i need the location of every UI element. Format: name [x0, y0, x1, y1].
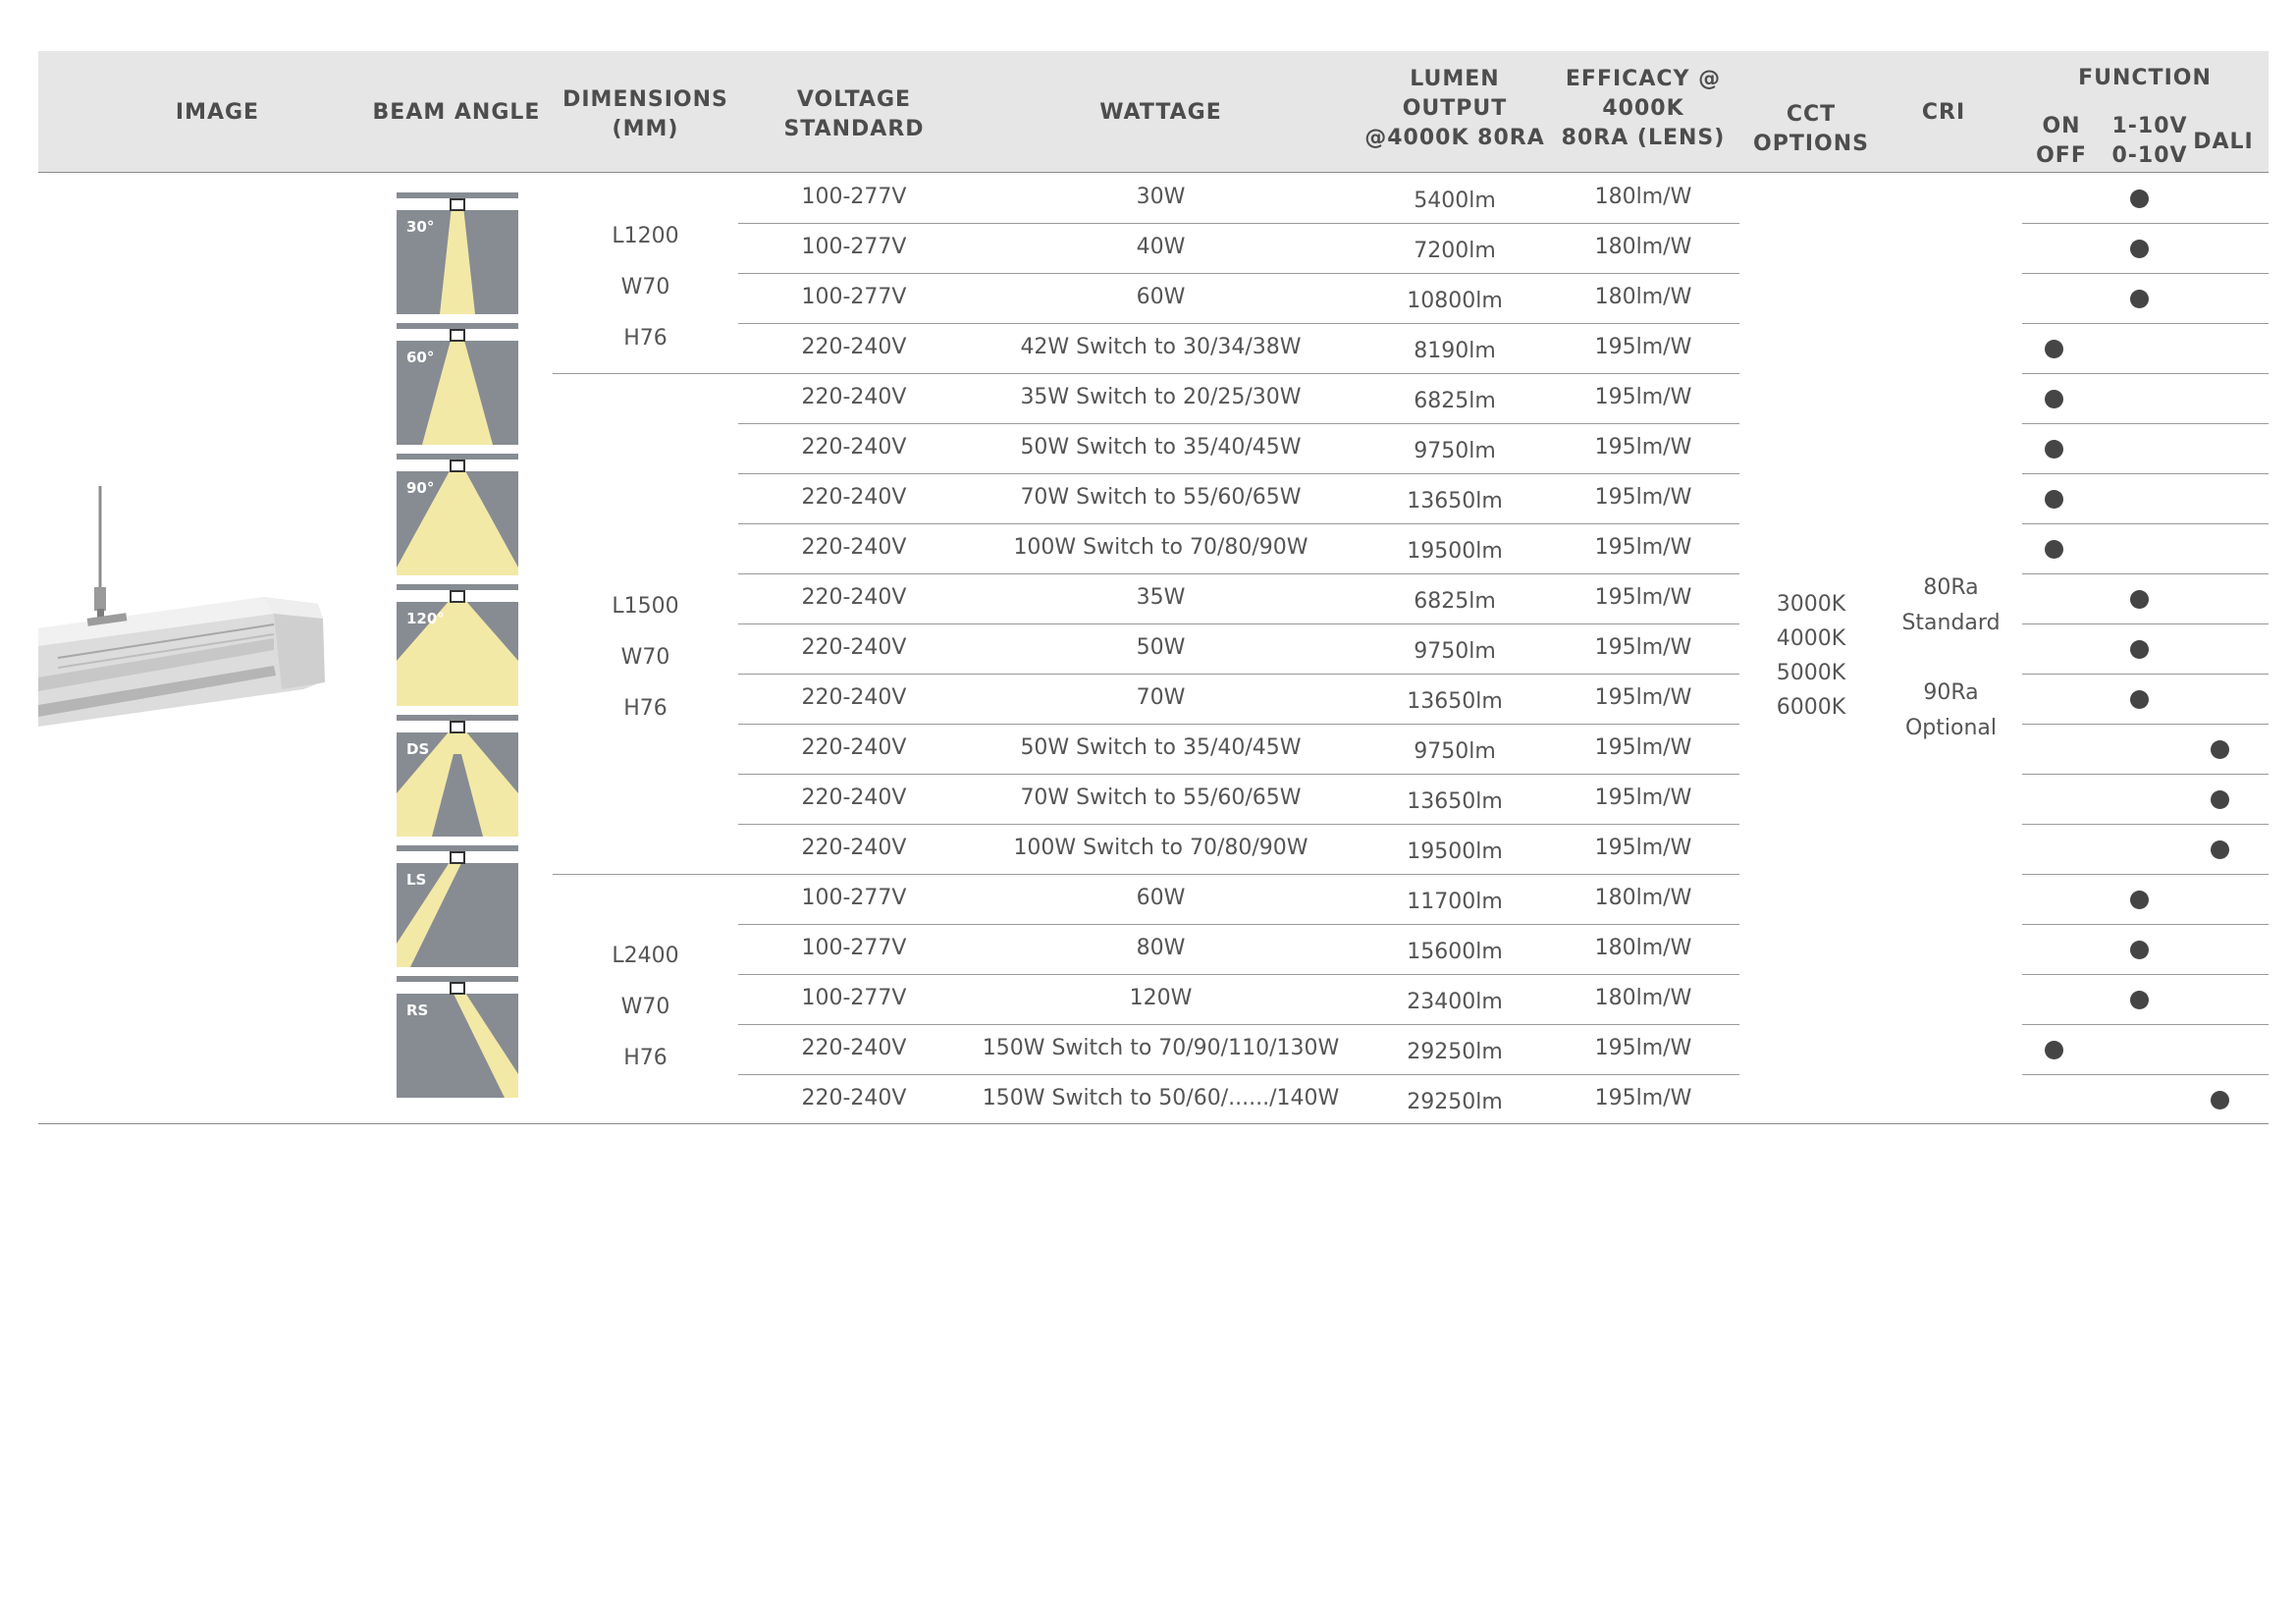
- beam-angle-label: 30°: [406, 218, 435, 236]
- efficacy-cell: 180lm/W: [1594, 886, 1692, 910]
- wattage-cell: 40W: [1136, 235, 1186, 259]
- function-dot-110v: [2130, 891, 2149, 909]
- wattage-cell: 70W Switch to 55/60/65W: [1020, 485, 1302, 510]
- function-dot-110v: [2130, 991, 2149, 1009]
- function-dot-110v: [2130, 590, 2149, 609]
- header-image: IMAGE: [175, 100, 260, 125]
- voltage-cell: 220-240V: [801, 1086, 907, 1110]
- header-beam-angle: BEAM ANGLE: [372, 100, 541, 125]
- function-dot-110v: [2130, 290, 2149, 308]
- efficacy-cell: 180lm/W: [1594, 285, 1692, 309]
- function-dot-110v: [2130, 189, 2149, 208]
- beam-angle-label: LS: [406, 871, 427, 889]
- function-dot-dali: [2211, 1091, 2229, 1110]
- row-divider: [2022, 724, 2269, 725]
- lumen-cell: 29250lm: [1407, 1090, 1503, 1114]
- voltage-cell: 100-277V: [801, 886, 907, 910]
- row-divider: [2022, 824, 2269, 825]
- beam-icon-rs: [397, 976, 518, 1098]
- efficacy-cell: 180lm/W: [1594, 185, 1692, 209]
- row-divider: [2022, 874, 2269, 875]
- row-divider: [2022, 273, 2269, 274]
- beam-icon-ls: [397, 845, 518, 967]
- efficacy-cell: 195lm/W: [1594, 685, 1692, 710]
- function-dot-onoff: [2045, 390, 2063, 408]
- wattage-cell: 60W: [1136, 285, 1186, 309]
- lumen-cell: 8190lm: [1414, 339, 1496, 363]
- wattage-cell: 60W: [1136, 886, 1186, 910]
- lumen-cell: 9750lm: [1414, 639, 1496, 664]
- beam-icon-120: [397, 584, 518, 706]
- voltage-cell: 100-277V: [801, 936, 907, 960]
- row-divider: [2022, 223, 2269, 224]
- row-divider: [2022, 924, 2269, 925]
- function-dot-onoff: [2045, 540, 2063, 559]
- efficacy-cell: 195lm/W: [1594, 535, 1692, 560]
- wattage-cell: 42W Switch to 30/34/38W: [1020, 335, 1302, 359]
- function-dot-onoff: [2045, 340, 2063, 358]
- efficacy-cell: 195lm/W: [1594, 735, 1692, 760]
- wattage-cell: 120W: [1129, 986, 1193, 1010]
- product-image: [38, 481, 333, 736]
- wattage-cell: 35W Switch to 20/25/30W: [1020, 385, 1302, 409]
- dimensions-l2400: L2400 W70 H76: [612, 944, 679, 1070]
- wattage-cell: 50W Switch to 35/40/45W: [1020, 735, 1302, 760]
- row-divider: [2022, 573, 2269, 574]
- voltage-cell: 100-277V: [801, 185, 907, 209]
- efficacy-cell: 180lm/W: [1594, 235, 1692, 259]
- beam-angle-label: 120°: [406, 610, 445, 627]
- beam-icon-60: [397, 323, 518, 445]
- header-cri: CRI: [1921, 100, 1966, 125]
- function-dot-110v: [2130, 941, 2149, 959]
- row-divider: [2022, 473, 2269, 474]
- efficacy-cell: 180lm/W: [1594, 936, 1692, 960]
- voltage-cell: 100-277V: [801, 285, 907, 309]
- voltage-cell: 220-240V: [801, 585, 907, 610]
- voltage-cell: 220-240V: [801, 435, 907, 460]
- lumen-cell: 23400lm: [1407, 990, 1503, 1014]
- efficacy-cell: 195lm/W: [1594, 335, 1692, 359]
- efficacy-cell: 195lm/W: [1594, 385, 1692, 409]
- lumen-cell: 11700lm: [1407, 890, 1503, 914]
- efficacy-cell: 195lm/W: [1594, 1086, 1692, 1110]
- efficacy-cell: 195lm/W: [1594, 635, 1692, 660]
- efficacy-cell: 195lm/W: [1594, 1036, 1692, 1060]
- beam-angle-label: 60°: [406, 349, 435, 366]
- header-dali: DALI: [2193, 130, 2254, 154]
- lumen-cell: 29250lm: [1407, 1040, 1503, 1064]
- row-divider: [2022, 323, 2269, 324]
- beam-icon-90: [397, 454, 518, 575]
- lumen-cell: 19500lm: [1407, 839, 1503, 864]
- cct-options: 3000K 4000K 5000K 6000K: [1776, 592, 1846, 720]
- function-dot-dali: [2211, 840, 2229, 859]
- row-divider: [2022, 1074, 2269, 1075]
- header-voltage: VOLTAGE STANDARD: [783, 87, 925, 141]
- lumen-cell: 10800lm: [1407, 289, 1503, 313]
- function-dot-110v: [2130, 640, 2149, 659]
- function-dot-dali: [2211, 790, 2229, 809]
- wattage-cell: 30W: [1136, 185, 1186, 209]
- header-cct: CCT OPTIONS: [1753, 102, 1869, 156]
- cri-standard: 80Ra Standard: [1901, 575, 2001, 635]
- beam-icon-ds: [397, 715, 518, 837]
- row-divider: [2022, 423, 2269, 424]
- lumen-cell: 13650lm: [1407, 489, 1503, 514]
- row-divider: [2022, 523, 2269, 524]
- lumen-cell: 15600lm: [1407, 940, 1503, 964]
- function-dot-110v: [2130, 240, 2149, 258]
- voltage-cell: 220-240V: [801, 785, 907, 810]
- lumen-cell: 5400lm: [1414, 189, 1496, 213]
- row-divider: [2022, 623, 2269, 624]
- beam-icon-30: [397, 192, 518, 314]
- dimension-divider: [553, 373, 739, 374]
- function-dot-onoff: [2045, 440, 2063, 459]
- header-wattage: WATTAGE: [1099, 100, 1222, 125]
- voltage-cell: 220-240V: [801, 385, 907, 409]
- wattage-cell: 80W: [1136, 936, 1186, 960]
- lumen-cell: 6825lm: [1414, 389, 1496, 413]
- efficacy-cell: 180lm/W: [1594, 986, 1692, 1010]
- lumen-cell: 19500lm: [1407, 539, 1503, 564]
- row-divider: [2022, 974, 2269, 975]
- wattage-cell: 50W Switch to 35/40/45W: [1020, 435, 1302, 460]
- wattage-cell: 50W: [1136, 635, 1186, 660]
- voltage-cell: 100-277V: [801, 986, 907, 1010]
- lumen-cell: 9750lm: [1414, 739, 1496, 764]
- voltage-cell: 220-240V: [801, 535, 907, 560]
- header-lumen: LUMEN OUTPUT @4000K 80RA: [1364, 67, 1545, 150]
- efficacy-cell: 195lm/W: [1594, 785, 1692, 810]
- function-dot-onoff: [2045, 1041, 2063, 1059]
- wattage-cell: 100W Switch to 70/80/90W: [1013, 535, 1308, 560]
- lumen-cell: 13650lm: [1407, 689, 1503, 714]
- dimension-divider: [553, 874, 739, 875]
- header-onoff: ON OFF: [2036, 114, 2087, 168]
- lumen-cell: 7200lm: [1414, 239, 1496, 263]
- row-divider: [2022, 373, 2269, 374]
- lumen-cell: 9750lm: [1414, 439, 1496, 463]
- voltage-cell: 220-240V: [801, 735, 907, 760]
- wattage-cell: 70W Switch to 55/60/65W: [1020, 785, 1302, 810]
- wattage-cell: 35W: [1136, 585, 1186, 610]
- row-divider: [2022, 1024, 2269, 1025]
- function-dot-dali: [2211, 740, 2229, 759]
- header-efficacy: EFFICACY @ 4000K 80RA (LENS): [1561, 67, 1726, 150]
- function-dot-onoff: [2045, 490, 2063, 509]
- dimensions-l1200: L1200 W70 H76: [612, 224, 679, 351]
- wattage-cell: 70W: [1136, 685, 1186, 710]
- beam-angle-label: RS: [406, 1001, 429, 1019]
- row-divider: [2022, 774, 2269, 775]
- header-dimensions: DIMENSIONS (MM): [562, 87, 728, 141]
- lumen-cell: 13650lm: [1407, 789, 1503, 814]
- function-dot-110v: [2130, 690, 2149, 709]
- beam-angle-label: 90°: [406, 479, 435, 497]
- cri-optional: 90Ra Optional: [1904, 680, 1998, 740]
- efficacy-cell: 195lm/W: [1594, 485, 1692, 510]
- voltage-cell: 220-240V: [801, 635, 907, 660]
- voltage-cell: 220-240V: [801, 836, 907, 860]
- voltage-cell: 100-277V: [801, 235, 907, 259]
- efficacy-cell: 195lm/W: [1594, 435, 1692, 460]
- efficacy-cell: 195lm/W: [1594, 585, 1692, 610]
- row-divider: [2022, 674, 2269, 675]
- voltage-cell: 220-240V: [801, 685, 907, 710]
- beam-angle-label: DS: [406, 740, 430, 758]
- efficacy-cell: 195lm/W: [1594, 836, 1692, 860]
- voltage-cell: 220-240V: [801, 335, 907, 359]
- voltage-cell: 220-240V: [801, 485, 907, 510]
- wattage-cell: 150W Switch to 70/90/110/130W: [982, 1036, 1340, 1060]
- lumen-cell: 6825lm: [1414, 589, 1496, 614]
- header-1-10v: 1-10V 0-10V: [2111, 114, 2188, 168]
- wattage-cell: 100W Switch to 70/80/90W: [1013, 836, 1308, 860]
- voltage-cell: 220-240V: [801, 1036, 907, 1060]
- wattage-cell: 150W Switch to 50/60/....../140W: [982, 1086, 1340, 1110]
- dimensions-l1500: L1500 W70 H76: [612, 594, 679, 721]
- table-bottom-rule: [38, 1123, 2269, 1124]
- header-function: FUNCTION: [2078, 66, 2212, 90]
